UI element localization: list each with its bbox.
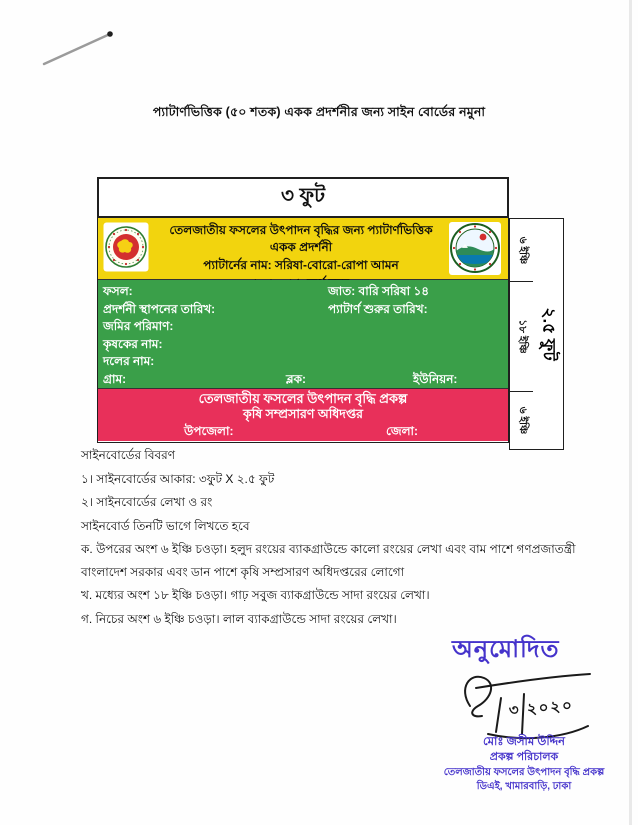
district-label: জেলা: — [386, 424, 419, 438]
approver-org-line2: ডিএই, খামারবাড়ি, ঢাকা — [476, 781, 572, 792]
signature — [438, 662, 603, 747]
board-width-label: ৩ ফুট — [280, 185, 326, 207]
description-line: সাইনবোর্ড তিনটি ভাগে লিখতে হবে — [81, 518, 250, 533]
crop-label: ফসল: — [103, 284, 133, 298]
signboard-mockup — [97, 218, 509, 443]
description-line: খ. মধ্যের অংশ ১৮ ইঞ্চি চওড়া। গাঢ় সবুজ ব্যাকগ্রাউন্ডে সাদা রংয়ের লেখা। — [81, 588, 430, 602]
signature-date-digit: ৩ — [508, 701, 520, 720]
approver-name: মোঃ জসীম উদ্দিন — [482, 736, 566, 748]
field-row — [103, 318, 508, 336]
middle-band-fields — [98, 280, 508, 388]
approver-stamp — [428, 736, 620, 793]
field-row — [103, 353, 508, 371]
signboard-top-band — [98, 218, 508, 280]
union-label: ইউনিয়ন: — [413, 371, 458, 386]
department-name: কৃষি সম্প্রসারণ অধিদপ্তর — [242, 407, 363, 421]
page-title: প্যাটার্ণভিত্তিক (৫০ শতক) একক প্রদর্শনীর জন্য সাইন বোর্ডের নমুনা — [152, 105, 486, 119]
village-label: গ্রাম: — [103, 371, 127, 386]
description-line: বাংলাদেশ সরকার এবং ডান পাশে কৃষি সম্প্রসারণ অধিদপ্তরের লোগো — [81, 564, 405, 579]
description-heading: সাইনবোর্ডের বিবরণ — [81, 448, 176, 462]
pattern-start-label: প্যাটার্ণ শুরুর তারিখ: — [328, 301, 428, 316]
top-band-line2: প্যাটার্নের নাম: সরিষা-বোরো-রোপা আমন — [203, 258, 399, 272]
description-line: ২। সাইনবোর্ডের লেখা ও রং — [81, 495, 213, 509]
signboard-description — [81, 448, 576, 636]
middle-band-height-cell — [509, 281, 534, 392]
field-row-bottom — [103, 371, 508, 389]
board-height-cell — [533, 218, 564, 450]
dae-logo-icon — [449, 222, 501, 275]
signature-year: ২০২০ — [526, 696, 575, 719]
top-band-line1: তেলজাতীয় ফসলের উৎপাদন বৃদ্ধির জন্য প্যাটার্ণভিত্তিক একক প্রদর্শনী — [169, 223, 433, 254]
project-name: তেলজাতীয় ফসলের উৎপাদন বৃদ্ধি প্রকল্প — [198, 391, 408, 406]
pen-mark — [36, 26, 121, 71]
description-line: ক. উপরের অংশ ৬ ইঞ্চি চওড়া। হলুদ রংয়ের ব্যাকগ্রাউন্ডে কালো রংয়ের লেখা এবং বাম পাশে গণপ্রজাতন্ত্রী — [81, 542, 576, 556]
description-line: গ. নিচের অংশ ৬ ইঞ্চি চওড়া। লাল ব্যাকগ্রাউন্ডে সাদা রংয়ের লেখা। — [81, 611, 397, 626]
middle-band-height-label: ১৮ ইঞ্চি — [517, 319, 529, 354]
block-label: ব্লক: — [286, 371, 307, 386]
description-line: ১। সাইনবোর্ডের আকার: ৩ফুট X ২.৫ ফুট — [81, 471, 275, 486]
govt-of-bangladesh-seal-icon — [103, 222, 149, 272]
farmer-name-label: কৃষকের নাম: — [103, 336, 163, 351]
variety-label: জাত: বারি সরিষা ১৪ — [328, 284, 430, 298]
upazila-label: উপজেলা: — [184, 424, 234, 438]
bottom-band-height-label: ৬ ইঞ্চি — [517, 406, 530, 435]
board-height-label: ২.৫ ফুট — [540, 307, 559, 361]
bottom-band-text — [98, 389, 508, 441]
approved-stamp-text: অনুমোদিত — [452, 636, 560, 663]
approver-org-line1: তেলজাতীয় ফসলের উৎপাদন বৃদ্ধি প্রকল্প — [443, 767, 605, 778]
board-width-box — [97, 177, 509, 218]
field-row — [103, 336, 508, 354]
land-amount-label: জমির পরিমাণ: — [103, 319, 174, 334]
top-band-height-cell — [509, 218, 534, 282]
signboard-bottom-band — [98, 389, 508, 441]
approver-designation: প্রকল্প পরিচালক — [489, 751, 559, 763]
bottom-band-height-cell — [509, 391, 534, 450]
group-name-label: দলের নাম: — [103, 354, 155, 369]
signboard-middle-band — [98, 280, 508, 389]
field-row — [103, 283, 508, 301]
demo-date-label: প্রদর্শনী স্থাপনের তারিখ: — [103, 301, 216, 316]
top-band-height-label: ৬ ইঞ্চি — [517, 236, 530, 264]
field-row — [103, 301, 508, 319]
